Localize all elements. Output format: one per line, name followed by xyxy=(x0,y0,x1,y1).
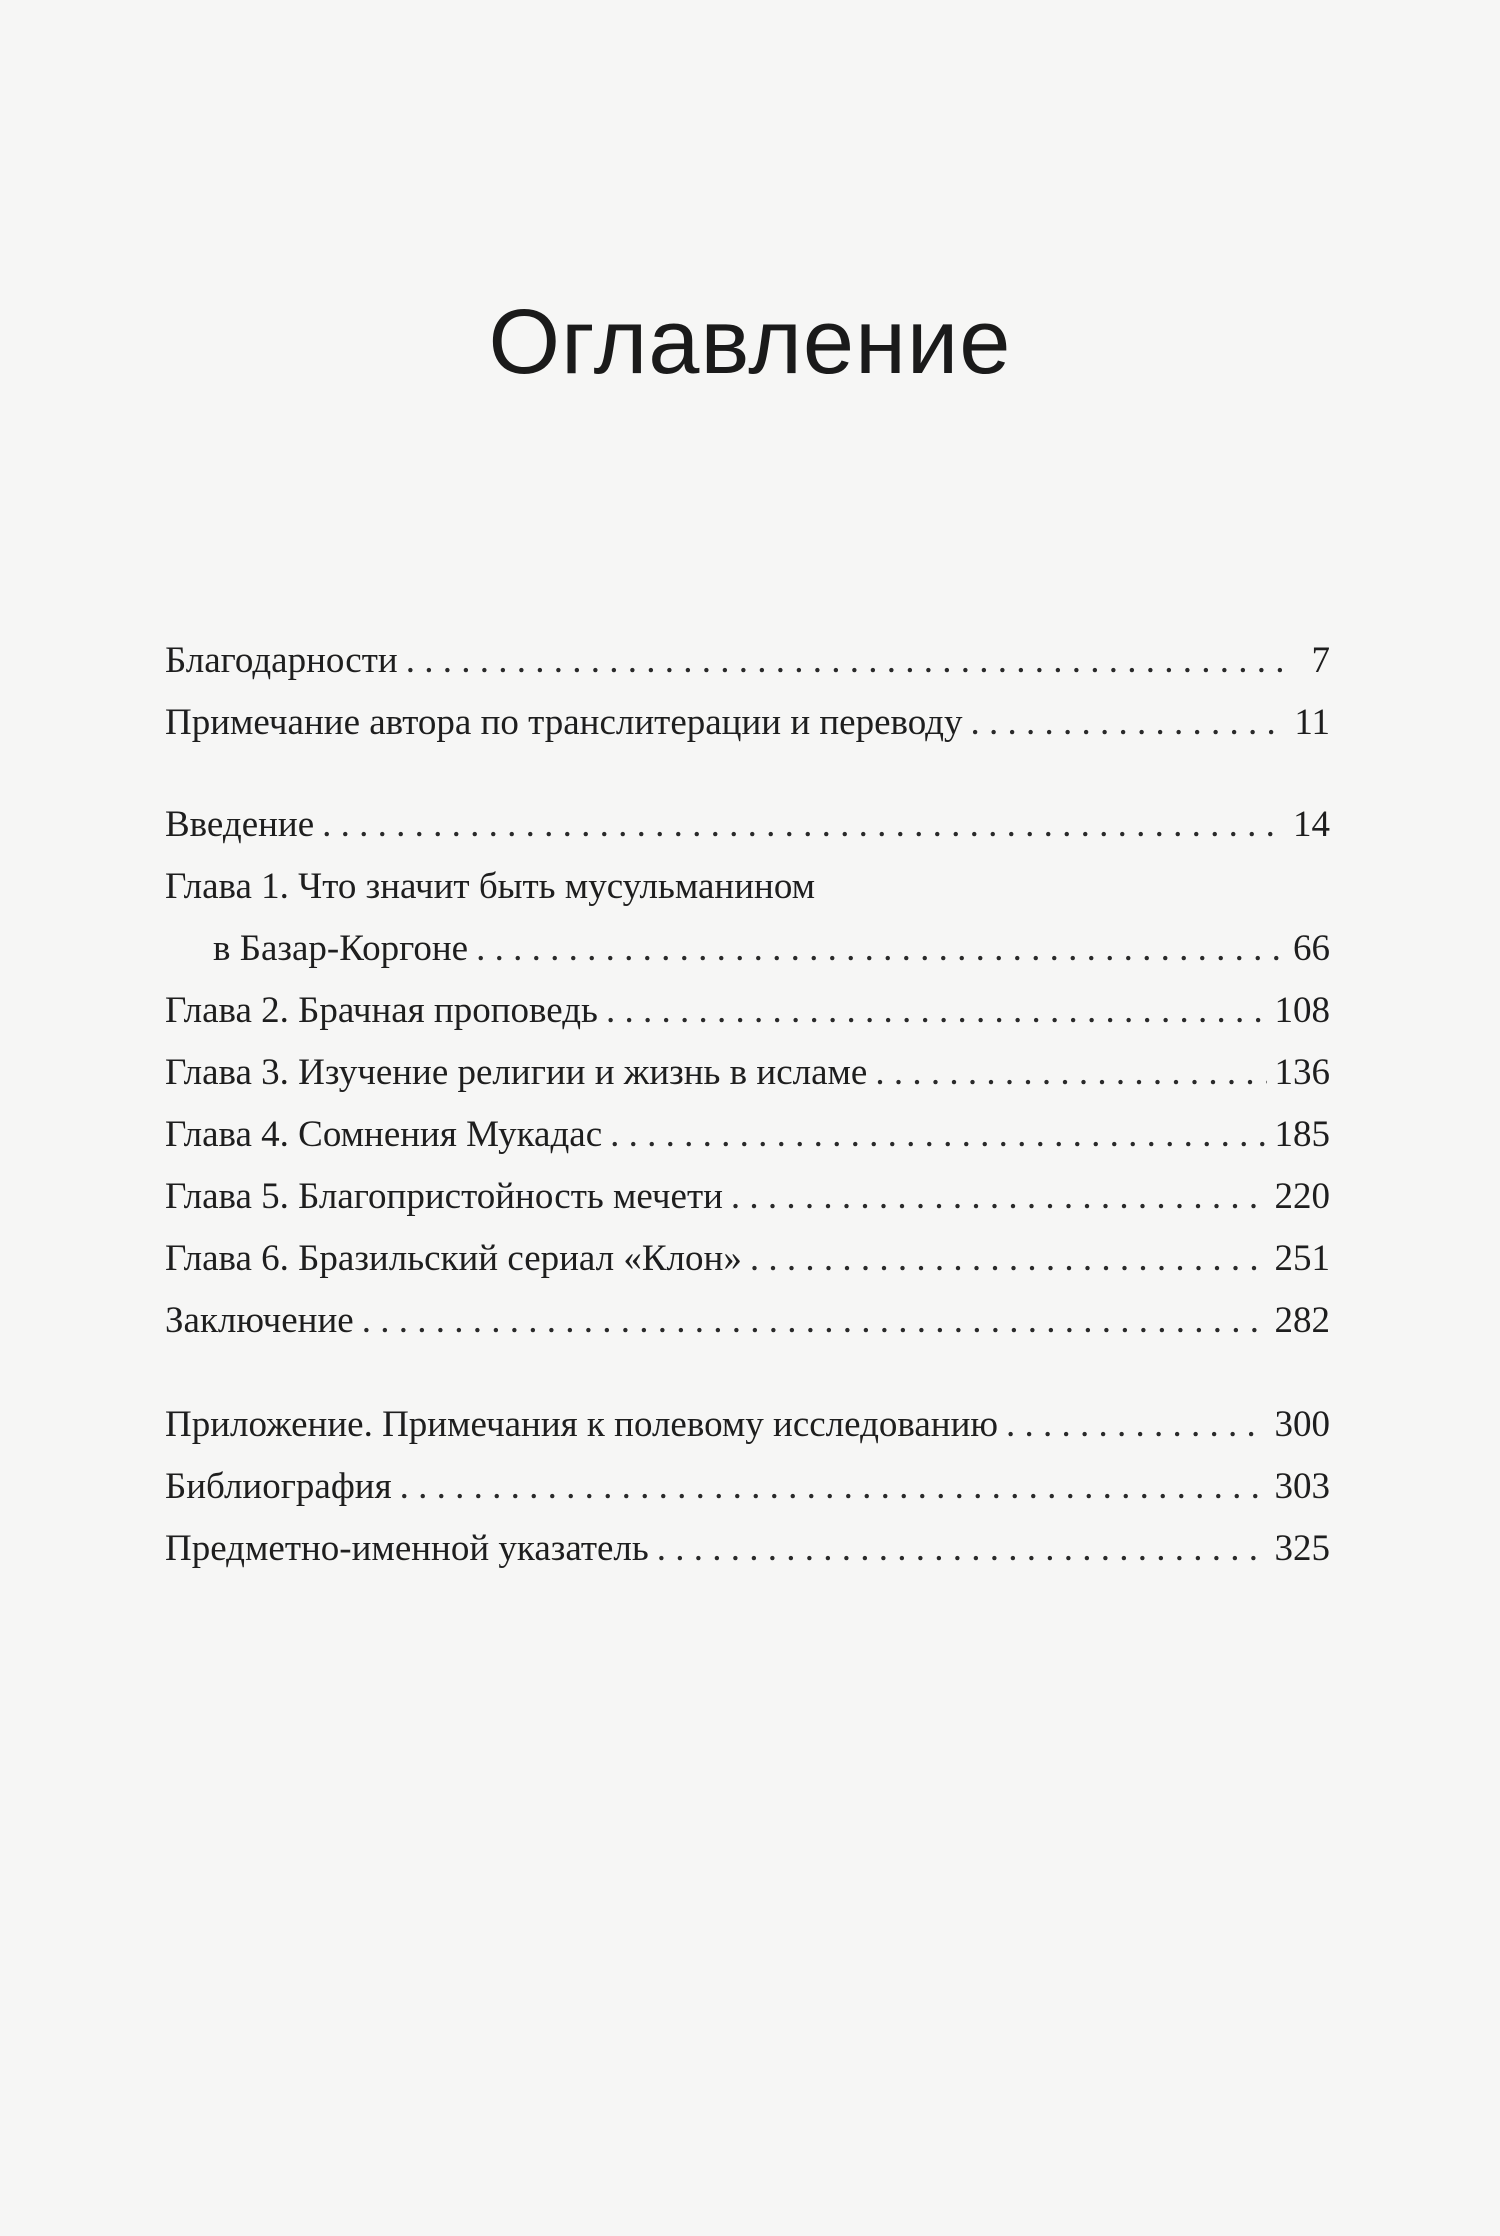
toc-entry-label: Благодарности xyxy=(165,640,398,681)
toc-entry-label: Глава 4. Сомнения Мукадас xyxy=(165,1114,603,1155)
toc-entry-index[interactable] xyxy=(165,1518,1330,1580)
toc-entry-page: 300 xyxy=(1274,1404,1330,1445)
toc-entry-label: Глава 2. Брачная проповедь xyxy=(165,990,598,1031)
toc-entry-page: 14 xyxy=(1293,804,1330,845)
leader-dots xyxy=(731,1166,1267,1228)
toc-entry-acknowledgements[interactable] xyxy=(165,630,1330,692)
leader-dots xyxy=(875,1042,1266,1104)
toc-entry-bibliography[interactable] xyxy=(165,1456,1330,1518)
toc-entry-chapter-6[interactable] xyxy=(165,1228,1330,1290)
toc-entry-page: 108 xyxy=(1274,990,1330,1031)
leader-dots xyxy=(606,980,1267,1042)
page-title: Оглавление xyxy=(488,290,1012,393)
leader-dots xyxy=(406,630,1282,692)
toc-entry-page: 325 xyxy=(1274,1528,1330,1569)
toc-entry-conclusion[interactable] xyxy=(165,1290,1330,1352)
table-of-contents xyxy=(165,630,1330,1580)
toc-entry-label: Введение xyxy=(165,804,315,845)
toc-entry-page: 185 xyxy=(1274,1114,1330,1155)
toc-entry-page: 7 xyxy=(1311,640,1330,681)
toc-entry-label: Глава 1. Что значит быть мусульманином xyxy=(165,866,816,907)
toc-entry-label-continued: в Базар-Коргоне xyxy=(213,928,469,969)
leader-dots xyxy=(971,692,1283,754)
section-gap xyxy=(165,1352,1330,1394)
toc-entry-page: 136 xyxy=(1274,1052,1330,1093)
toc-entry-page: 282 xyxy=(1274,1300,1330,1341)
toc-entry-page: 220 xyxy=(1274,1176,1330,1217)
toc-entry-label: Предметно-именной указатель xyxy=(165,1528,649,1569)
toc-entry-chapter-3[interactable] xyxy=(165,1042,1330,1104)
toc-entry-label: Глава 6. Бразильский сериал «Клон» xyxy=(165,1238,742,1279)
leader-dots xyxy=(1006,1394,1266,1456)
toc-entry-label: Заключение xyxy=(165,1300,354,1341)
toc-entry-chapter-5[interactable] xyxy=(165,1166,1330,1228)
leader-dots xyxy=(610,1104,1266,1166)
toc-entry-author-note[interactable] xyxy=(165,692,1330,754)
toc-entry-label: Библиография xyxy=(165,1466,392,1507)
toc-entry-chapter-4[interactable] xyxy=(165,1104,1330,1166)
toc-entry-page: 66 xyxy=(1293,928,1330,969)
toc-entry-chapter-1[interactable] xyxy=(165,856,1330,980)
toc-entry-label: Глава 5. Благопристойность мечети xyxy=(165,1176,723,1217)
leader-dots xyxy=(400,1456,1267,1518)
toc-entry-appendix[interactable] xyxy=(165,1394,1330,1456)
toc-entry-label: Приложение. Примечания к полевому исследованию xyxy=(165,1404,999,1445)
leader-dots xyxy=(362,1290,1267,1352)
toc-entry-chapter-2[interactable] xyxy=(165,980,1330,1042)
leader-dots xyxy=(322,794,1282,856)
toc-entry-label: Глава 3. Изучение религии и жизнь в исламе xyxy=(165,1052,868,1093)
section-gap xyxy=(165,754,1330,794)
leader-dots xyxy=(657,1518,1267,1580)
toc-entry-page: 251 xyxy=(1274,1238,1330,1279)
leader-dots xyxy=(476,918,1282,980)
toc-entry-label: Примечание автора по транслитерации и переводу xyxy=(165,702,963,743)
toc-entry-page: 303 xyxy=(1274,1466,1330,1507)
toc-entry-page: 11 xyxy=(1294,702,1330,743)
toc-entry-introduction[interactable] xyxy=(165,794,1330,856)
leader-dots xyxy=(750,1228,1267,1290)
